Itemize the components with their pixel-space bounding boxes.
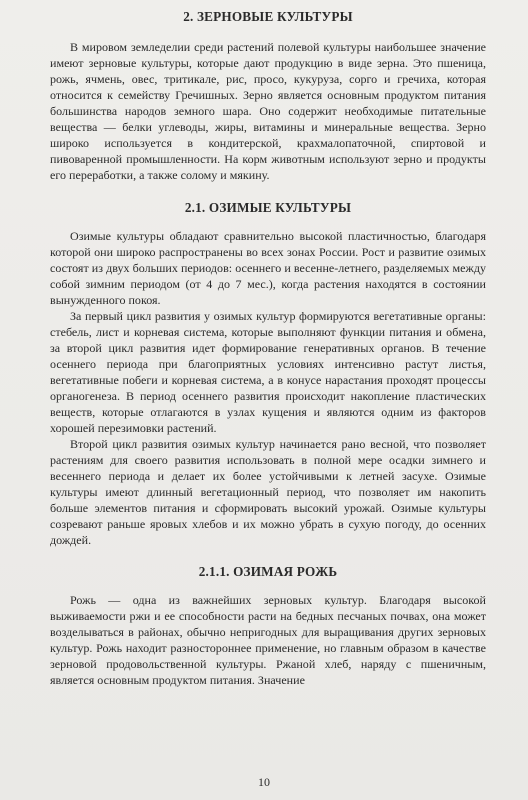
section-title: 2. ЗЕРНОВЫЕ КУЛЬТУРЫ (183, 9, 353, 24)
subsection-title: 2.1. ОЗИМЫЕ КУЛЬТУРЫ (184, 200, 352, 215)
paragraph: Рожь — одна из важнейших зерновых культур. Благодаря высокой выживаемости ржи и ее способности расти на бедных песчаных почвах, она может возделываться в районах, обычно непригодных для выращивания других зерновых культур. Рожь находит разностороннее применение, но главным образом в качестве зерновой продовольственной культуры. Ржаной хлеб, наряду с пшеничным, является основным продуктом питания. Значение (50, 593, 486, 687)
page-number: 10 (258, 775, 270, 789)
section-body (50, 39, 486, 183)
paragraph: Второй цикл развития озимых культур начинается рано весной, что позволяет растениям для своего развития использовать в полной мере осадки зимнего и весеннего периода и делает их более устойчивыми к летней засухе. Озимые культуры имеют длинный вегетационный период, что позволяет им накопить больше элементов питания и сформировать высокий урожай. Озимые культуры созревают раньше яровых хлебов и их можно убрать в сухую погоду, до осенних дождей. (50, 437, 486, 547)
subsection-body (50, 228, 486, 548)
paragraph: Озимые культуры обладают сравнительно высокой пластичностью, благодаря которой они широко распространены во всех зонах России. Рост и развитие озимых состоят из двух больших периодов: осеннего и весенне-летнего, разделяемых между собой зимним периодом (от 4 до 7 мес.), когда растения находятся в состоянии вынужденного покоя. (50, 229, 486, 307)
paragraph: За первый цикл развития у озимых культур формируются вегетативные органы: стебель, лист и корневая система, которые выполняют функции питания и обмена, за второй цикл развития идет формирование генеративных органов. В течение осеннего периода при благоприятных условиях интенсивно растут листья, вегетативные побеги и корневая система, а в конусе нарастания проходят процессы органогенеза. В период осеннего развития происходит накопление пластических веществ, которые отлагаются в узлах кущения и являются одним из факторов хорошей перезимовки растений. (50, 309, 486, 435)
subsubsection-title: 2.1.1. ОЗИМАЯ РОЖЬ (198, 564, 338, 579)
paragraph: В мировом земледелии среди растений полевой культуры наибольшее значение имеют зерновые культуры, которые дают продукцию в виде зерна. Это пшеница, рожь, ячмень, овес, тритикале, рис, просо, кукуруза, сорго и гречиха, которая относится к семейству Гречишных. Зерно является основным продуктом питания большинства народов земного шара. Оно содержит необходимые питательные вещества — белки углеводы, жиры, витамины и минеральные вещества. Зерно широко используется в кондитерской, крахмалопаточной, спиртовой и пивоваренной промышленности. На корм животным используют зерно и продукты его переработки, а также солому и мякину. (50, 40, 486, 182)
subsubsection-body (50, 592, 486, 688)
